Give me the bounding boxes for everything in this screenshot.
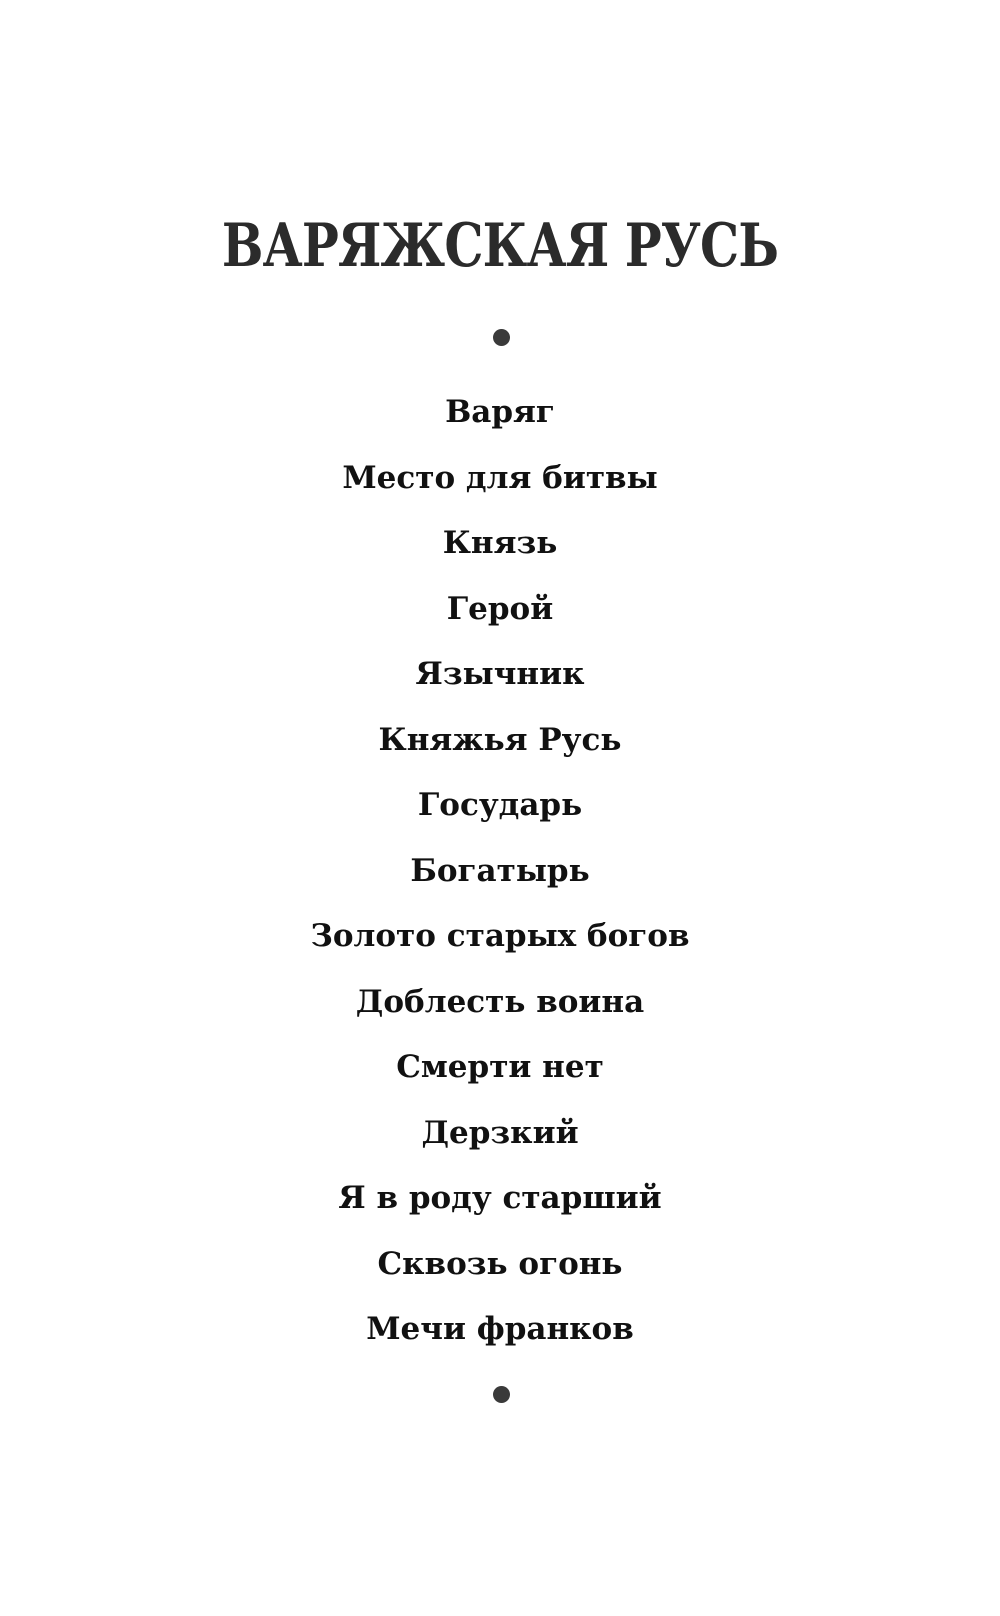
book-title: Богатырь [410,852,590,889]
bottom-bullet-ornament [493,1386,510,1403]
book-title: Государь [417,787,583,823]
book-title: Герой [446,590,554,627]
book-title: Княжья Русь [378,721,622,758]
book-title: Мечи франков [366,1311,634,1347]
series-title: ВАРЯЖСКАЯ РУСЬ [221,211,779,281]
book-title: Сквозь огонь [377,1245,623,1282]
book-title: Язычник [415,656,585,692]
book-title: Золото старых богов [310,918,690,954]
book-title: Варяг [445,394,555,430]
book-title: Князь [442,525,558,561]
book-title: Место для битвы [342,459,658,496]
book-title: Доблесть воина [355,983,645,1020]
top-bullet-ornament [493,329,510,346]
book-title: Я в роду старший [338,1180,662,1216]
book-title: Дерзкий [421,1114,579,1151]
book-title: Смерти нет [396,1049,604,1085]
book-list [0,380,1000,1363]
